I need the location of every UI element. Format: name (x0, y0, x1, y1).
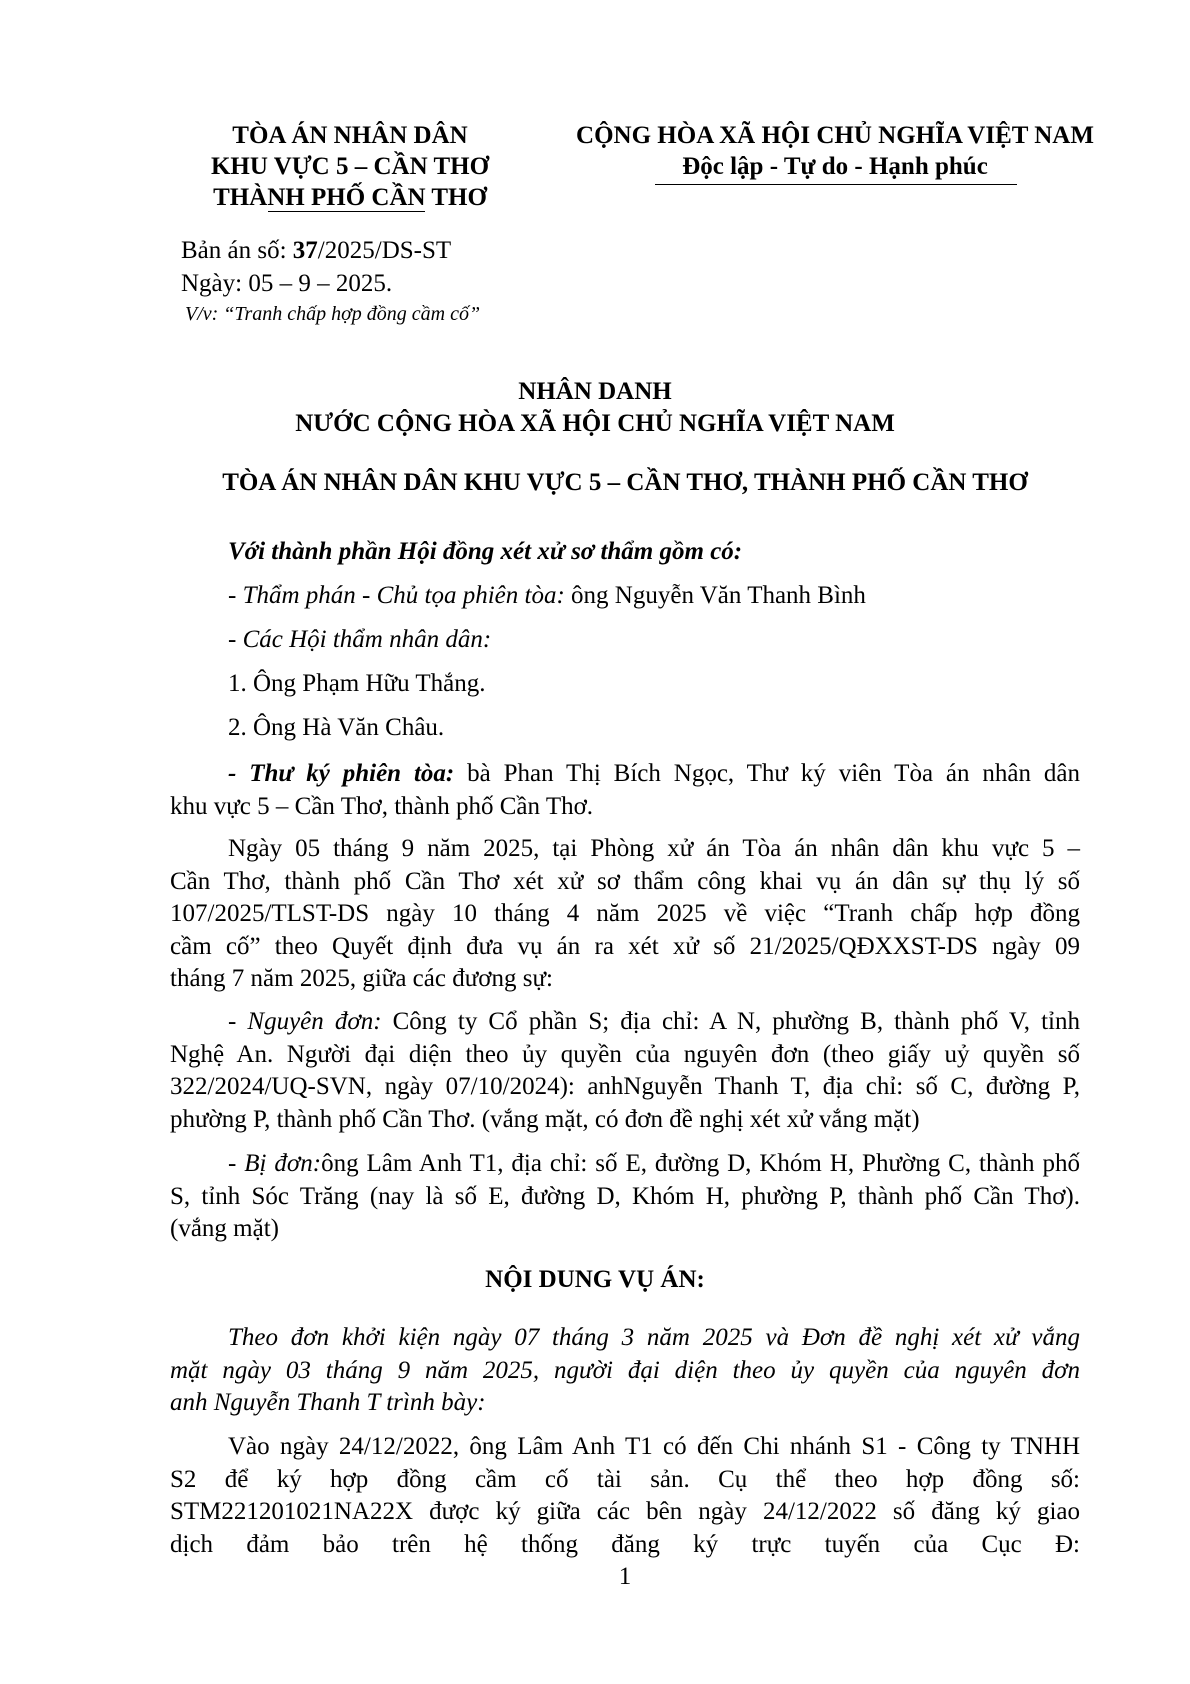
page-number: 1 (618, 1563, 632, 1590)
hearing-line-5: tháng 7 năm 2025, giữa các đương sự: (170, 965, 553, 992)
court-name-underline (268, 211, 425, 212)
title-nation: NƯỚC CỘNG HÒA XÃ HỘI CHỦ NGHĨA VIỆT NAM (295, 410, 895, 437)
presiding-judge-label: - Thẩm phán - Chủ tọa phiên tòa: (228, 582, 565, 609)
judgment-number-value: 37 (292, 237, 318, 264)
case-content-intro (170, 1322, 1080, 1420)
defendant-paragraph (170, 1148, 1080, 1246)
hearing-line-1: Ngày 05 tháng 9 năm 2025, tại Phòng xử án Tòa án nhân dân khu vực 5 – (228, 835, 1080, 862)
national-name: CỘNG HÒA XÃ HỘI CHỦ NGHĨA VIỆT NAM (576, 122, 1094, 149)
plaintiff-line-2: Nghệ An. Người đại diện theo ủy quyền của nguyên đơn (theo giấy uỷ quyền số (170, 1040, 1080, 1068)
panel-heading: Với thành phần Hội đồng xét xử sơ thẩm gồm có: (228, 538, 743, 565)
assessor-2: 2. Ông Hà Văn Châu. (228, 714, 445, 741)
presiding-judge (228, 582, 866, 610)
court-name-line-2: KHU VỰC 5 – CẦN THƠ (210, 153, 490, 180)
defendant-line-1: ông Lâm Anh T1, địa chỉ: số E, đường D, Khóm H, Phường C, thành phố (321, 1150, 1080, 1177)
case-content-body (170, 1431, 1080, 1561)
case-content-heading: NỘI DUNG VỤ ÁN: (485, 1266, 705, 1293)
plaintiff-line-3: 322/2024/UQ-SVN, ngày 07/10/2024): anhNguyễn Thanh T, địa chỉ: số C, đường P, (170, 1073, 1080, 1100)
plaintiff-line-1: Công ty Cổ phần S; địa chỉ: A N, phường B, thành phố V, tỉnh (381, 1008, 1080, 1035)
plaintiff-line-4: phường P, thành phố Cần Thơ. (vắng mặt, có đơn đề nghị xét xử vắng mặt) (170, 1105, 920, 1133)
presiding-judge-name: ông Nguyễn Văn Thanh Bình (564, 582, 866, 609)
clerk-text-1: bà Phan Thị Bích Ngọc, Thư ký viên Tòa án nhân dân (454, 760, 1080, 787)
clerk-label: - Thư ký phiên tòa: (228, 760, 455, 787)
motto-underline (655, 184, 1017, 185)
plaintiff-label: - Nguyên đơn: (228, 1008, 382, 1035)
hearing-paragraph (170, 833, 1080, 996)
judgment-date: Ngày: 05 – 9 – 2025. (181, 270, 393, 297)
national-motto-block (540, 120, 1130, 182)
title-in-the-name-of: NHÂN DANH (518, 378, 672, 405)
court-name-line-3: THÀNH PHỐ CẦN THƠ (213, 184, 487, 211)
body-line-3: STM221201021NA22X được ký giữa các bên ngày 24/12/2022 số đăng ký giao (170, 1498, 1080, 1525)
body-line-1: Vào ngày 24/12/2022, ông Lâm Anh T1 có đến Chi nhánh S1 - Công ty TNHH (228, 1433, 1080, 1460)
court-name-block (175, 120, 525, 213)
plaintiff-paragraph (170, 1006, 1080, 1136)
judgment-number-prefix: Bản án số: (181, 237, 293, 264)
court-name-line-1: TÒA ÁN NHÂN DÂN (232, 122, 468, 149)
judgment-number-suffix: /2025/DS-ST (317, 237, 452, 264)
body-line-4: dịch đảm bảo trên hệ thống đăng ký trực tuyến của Cục Đ: (170, 1530, 1080, 1558)
case-subject: V/v: “Tranh chấp hợp đồng cầm cố” (185, 303, 481, 325)
defendant-line-2: S, tỉnh Sóc Trăng (nay là số E, đường D, Khóm H, phường P, thành phố Cần Thơ). (170, 1182, 1080, 1210)
clerk-paragraph (170, 758, 1080, 823)
hearing-line-3: 107/2025/TLST-DS ngày 10 tháng 4 năm 2025 về việc “Tranh chấp hợp đồng (170, 900, 1080, 927)
clerk-text-2: khu vực 5 – Cần Thơ, thành phố Cần Thơ. (170, 792, 594, 820)
intro-line-1: Theo đơn khởi kiện ngày 07 tháng 3 năm 2025 và Đơn đề nghị xét xử vắng (228, 1324, 1080, 1351)
assessor-1: 1. Ông Phạm Hữu Thắng. (228, 670, 486, 697)
body-line-2: S2 để ký hợp đồng cầm cố tài sản. Cụ thể theo hợp đồng số: (170, 1465, 1080, 1493)
title-court-full: TÒA ÁN NHÂN DÂN KHU VỰC 5 – CẦN THƠ, THÀNH PHỐ CẦN THƠ (222, 469, 1028, 496)
hearing-line-4: cầm cố” theo Quyết định đưa vụ án ra xét xử số 21/2025/QĐXXST-DS ngày 09 (170, 932, 1080, 960)
intro-line-2: mặt ngày 03 tháng 9 năm 2025, người đại diện theo ủy quyền của nguyên đơn (170, 1356, 1080, 1384)
hearing-line-2: Cần Thơ, thành phố Cần Thơ xét xử sơ thẩm công khai vụ án dân sự thụ lý số (170, 867, 1080, 895)
defendant-label: - Bị đơn: (228, 1150, 322, 1177)
judgment-number (181, 237, 451, 265)
national-motto: Độc lập - Tự do - Hạnh phúc (682, 153, 988, 180)
assessors-label: - Các Hội thẩm nhân dân: (228, 626, 492, 653)
intro-line-3: anh Nguyễn Thanh T trình bày: (170, 1389, 486, 1416)
defendant-line-3: (vắng mặt) (170, 1215, 279, 1242)
